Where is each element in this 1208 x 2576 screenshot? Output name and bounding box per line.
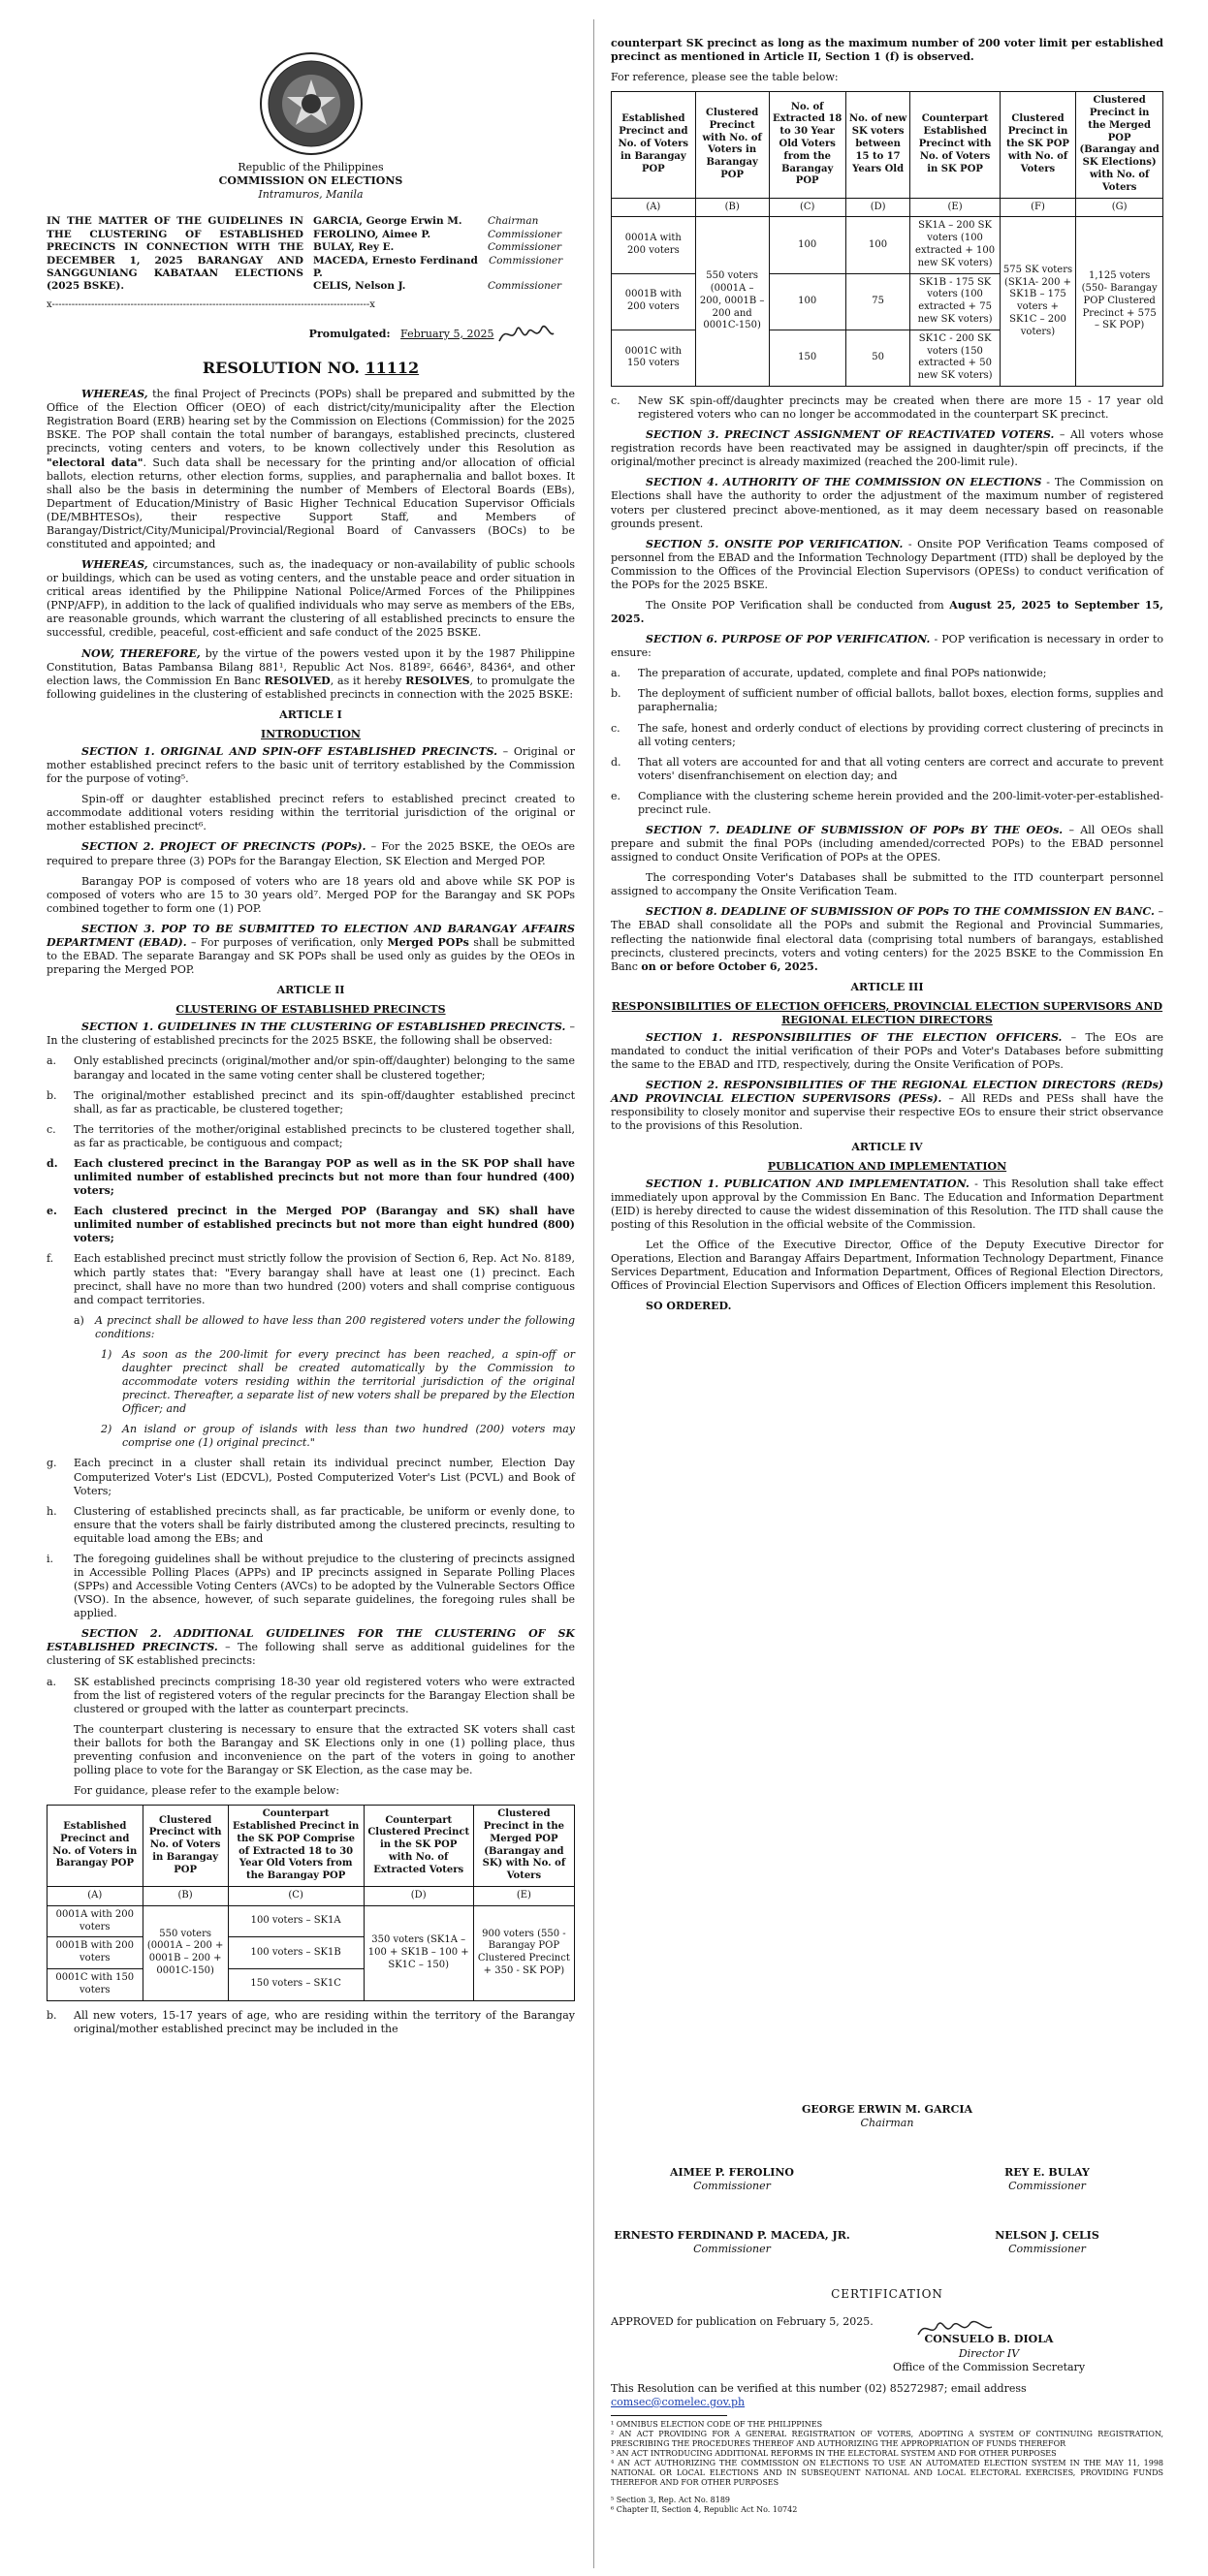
agency-name: COMMISSION ON ELECTIONS xyxy=(218,174,403,188)
commission-members xyxy=(303,215,575,294)
sub-list-item: a) A precinct shall be allowed to have less than 200 registered voters under the following conditions: xyxy=(74,1313,575,1340)
signature-scribble-icon xyxy=(497,322,556,347)
table-header: Established Precinct and No. of Voters in Barangay POP xyxy=(48,1806,143,1887)
certifier: CONSUELO B. DIOLA Director IV Office of the Commission Secretary xyxy=(814,2333,1163,2373)
member-row: MACEDA, Ernesto Ferdinand P. Commissioner xyxy=(313,254,563,279)
case-caption xyxy=(47,215,575,294)
table-cell: 0001C with 150 voters xyxy=(48,1968,143,2000)
table-cell: 0001A with 200 voters xyxy=(48,1905,143,1937)
table-cell: SK1C - 200 SK voters (150 extracted + 50 new SK voters) xyxy=(910,330,1000,386)
signature-bulay: REY E. BULAY Commissioner xyxy=(1004,2166,1090,2193)
table-cell: 75 xyxy=(845,273,910,330)
list-item: c. The territories of the mother/original established precincts to be clustered together shall, as far as practicable, be contiguous and compact; xyxy=(47,1122,575,1149)
footnote-separator xyxy=(611,2415,727,2416)
a2-section-2: SECTION 2. ADDITIONAL GUIDELINES FOR THE CLUSTERING OF SK ESTABLISHED PRECINCTS. – The following shall serve as additional guidelines for the clustering of SK established precincts: xyxy=(47,1627,575,1668)
article-1-subtitle: INTRODUCTION xyxy=(261,727,361,740)
list-item: e. Each clustered precinct in the Merged POP (Barangay and SK) shall have unlimited number of established precincts but not more than eight hundred (800) voters; xyxy=(47,1205,575,1245)
list-item: a. The preparation of accurate, updated, complete and final POPs nationwide; xyxy=(611,667,1047,680)
example-table-1 xyxy=(47,1805,575,2000)
list-item: e. Compliance with the clustering scheme herein provided and the 200-limit-voter-per-established-precinct rule. xyxy=(611,789,1163,816)
article-4-title: ARTICLE IV xyxy=(851,1140,923,1153)
article-1-title: ARTICLE I xyxy=(279,707,342,721)
list-item: h. Clustering of established precincts shall, as far practicable, be uniform or evenly done, to ensure that the voters shall be fairly distributed among the clustered precincts, resulting to equitable load among the EBs; and xyxy=(47,1504,575,1545)
a4-section-1: SECTION 1. PUBLICATION AND IMPLEMENTATION. - This Resolution shall take effect immediately upon approval by the Commission En Banc. The Education and Information Department (EID) is hereby directed to cause the widest dissemination of this Resolution. The ITD shall cause the posting of this Resolution in the official website of the Commission. xyxy=(611,1177,1163,1231)
a1-section-2: SECTION 2. PROJECT OF PRECINCTS (POPs). – For the 2025 BSKE, the OEOs are required to prepare three (3) POPs for the Barangay Election, SK Election and Merged POP. xyxy=(47,840,575,867)
signature-celis: NELSON J. CELIS Commissioner xyxy=(995,2229,1099,2256)
table-header: Clustered Precinct in the SK POP with No. of Voters xyxy=(1000,92,1076,198)
table-cell: 550 voters (0001A – 200, 0001B – 200 and 0001C-150) xyxy=(695,217,769,387)
list-item: f. Each established precinct must strictly follow the provision of Section 6, Rep. Act No. 8189, which partly states that: "Every barangay shall have at least one (1) precinct. Each precinct, shall have no more than two hundred (200) voters and shall comprise contiguous and compact territories. xyxy=(47,1252,575,1306)
signature-scribble-icon xyxy=(916,2317,994,2340)
a2-section-1: SECTION 1. GUIDELINES IN THE CLUSTERING OF ESTABLISHED PRECINCTS. – In the clustering of established precincts for the 2025 BSKE, the following shall be observed: xyxy=(47,1021,576,1048)
footnote: ⁴ AN ACT AUTHORIZING THE COMMISSION ON ELECTIONS TO USE AN AUTOMATED ELECTION SYSTEM IN THE MAY 11, 1998 NATIONAL OR LOCAL ELECTIONS AND IN SUBSEQUENT NATIONAL AND LOCAL ELECTORAL EXERCISES, PROVIDING FUNDS THEREFOR AND FOR OTHER PURPOSES xyxy=(611,2458,1163,2487)
member-row: BULAY, Rey E. Commissioner xyxy=(313,241,562,254)
table-cell: 100 xyxy=(769,273,845,330)
table-header: Clustered Precinct with No. of Voters in Barangay POP xyxy=(695,92,769,198)
footnote: ¹ OMNIBUS ELECTION CODE OF THE PHILIPPINES xyxy=(611,2419,823,2429)
table-cell: 0001B with 200 voters xyxy=(612,273,696,330)
table-cell: 50 xyxy=(845,330,910,386)
a2-section-5-p2: The Onsite POP Verification shall be conducted from August 25, 2025 to September 15, 2025. xyxy=(611,598,1163,626)
table-header: No. of new SK voters between 15 to 17 Years Old xyxy=(845,92,910,198)
member-row: FEROLINO, Aimee P. Commissioner xyxy=(313,228,562,240)
continued-text: counterpart SK precinct as long as the maximum number of 200 voter limit per established precinct as mentioned in Article II, Section 1 (f) is observed. xyxy=(611,37,1163,64)
article-4-subtitle: PUBLICATION AND IMPLEMENTATION xyxy=(767,1159,1007,1173)
list-item: g. Each precinct in a cluster shall retain its individual precinct number, Election Day Computerized Voter's List (EDCVL), Posted Computerized Voter's List (PCVL) and Book of Voters; xyxy=(47,1457,575,1497)
table-cell: (A) xyxy=(48,1886,143,1905)
a1-section-3: SECTION 3. POP TO BE SUBMITTED TO ELECTION AND BARANGAY AFFAIRS DEPARTMENT (EBAD). – For purposes of verification, only Merged POPs shall be submitted to the EBAD. The separate Barangay and SK POPs shall be used only as guides by the OEOs in preparing the Merged POP. xyxy=(47,922,576,977)
article-3-title: ARTICLE III xyxy=(850,980,924,993)
a2-section-7: SECTION 7. DEADLINE OF SUBMISSION OF POPs BY THE OEOs. – All OEOs shall prepare and submit the final POPs (including amended/corrected POPs) to the EBAD personnel assigned to conduct Onsite Verification of POPs at the OPES. xyxy=(611,824,1163,864)
sub-sub-list-item: 2) An island or group of islands with less than two hundred (200) voters may comprise one (1) original precinct." xyxy=(101,1423,575,1450)
list-item: c. New SK spin-off/daughter precincts may be created when there are more 15 - 17 year old registered voters who can no longer be accommodated in the counterpart SK precinct. xyxy=(611,393,1163,422)
matter-title: IN THE MATTER OF THE GUIDELINES IN THE CLUSTERING OF ESTABLISHED PRECINCTS IN CONNECTION WITH THE DECEMBER 1, 2025 BARANGAY AND SANGGUNIANG KABATAAN ELECTIONS (2025 BSKE). xyxy=(47,215,303,293)
table-cell: 0001C with 150 voters xyxy=(612,330,696,386)
separator-line: x-------------------------------------------------------------------------------------------------x xyxy=(47,298,375,310)
table-cell: (D) xyxy=(364,1886,473,1905)
table-cell: (F) xyxy=(1000,198,1076,217)
a1-section-2-p2: Barangay POP is composed of voters who are 18 years old and above while SK POP is composed of voters who are 15 to 30 years old⁷. Merged POP for the Barangay and SK POPs combined together to form one (1) POP. xyxy=(47,874,575,915)
table-cell: 575 SK voters (SK1A- 200 + SK1B – 175 voters + SK1C – 200 voters) xyxy=(1000,217,1076,387)
table-header: Established Precinct and No. of Voters in Barangay POP xyxy=(612,92,696,198)
table-header: Counterpart Established Precinct in the SK POP Comprise of Extracted 18 to 30 Year Old Voters from the Barangay POP xyxy=(228,1806,364,1887)
table-cell: 100 xyxy=(845,217,910,273)
city-line: Intramuros, Manila xyxy=(258,188,364,202)
a4-p2: Let the Office of the Executive Director, Office of the Deputy Executive Director for Operations, Election and Barangay Affairs Department, Information Technology Department, Finance Services Department, Education and Information Department, Offices of Regional Election Directors, Offices of Provincial Election Supervisors and Offices of Election Officers implement this Resolution. xyxy=(611,1239,1163,1293)
a2-section-7-p2: The corresponding Voter's Databases shall be submitted to the ITD counterpart personnel assigned to accompany the Onsite Verification Team. xyxy=(611,871,1163,898)
footnote: ⁵ Section 3, Rep. Act No. 8189 xyxy=(611,2495,731,2504)
table-cell: (A) xyxy=(612,198,696,217)
example-table-2 xyxy=(611,91,1163,387)
sub-sub-list-item: 1) As soon as the 200-limit for every precinct has been reached, a spin-off or daughter precinct shall be created automatically by the Commission to accommodate voters residing within the territorial jurisdiction of the original precinct. Thereafter, a separate list of new voters shall be prepared by the Election Officer; and xyxy=(101,1347,575,1416)
so-ordered: SO ORDERED. xyxy=(646,1300,732,1313)
verify-email-link[interactable]: comsec@comelec.gov.ph xyxy=(611,2395,746,2408)
table-cell: SK1B - 175 SK voters (100 extracted + 75 new SK voters) xyxy=(910,273,1000,330)
a1-section-1-p2: Spin-off or daughter established precinct refers to established precinct created to accommodate additional voters residing within the territorial jurisdiction of the original or mother established precinct⁶. xyxy=(47,793,575,833)
a3-section-1: SECTION 1. RESPONSIBILITIES OF THE ELECTION OFFICERS. – The EOs are mandated to conduct the initial verification of their POPs and Voter's Databases before submitting the same to the EBAD and ITD, respectively, during the Onsite Verification of POPs. xyxy=(611,1031,1163,1072)
table-cell: (B) xyxy=(695,198,769,217)
footnote: ³ AN ACT INTRODUCING ADDITIONAL REFORMS IN THE ELECTORAL SYSTEM AND FOR OTHER PURPOSES xyxy=(611,2448,1057,2458)
certification-title: CERTIFICATION xyxy=(831,2287,943,2301)
republic-line: Republic of the Philippines xyxy=(238,161,384,173)
article-2-subtitle: CLUSTERING OF ESTABLISHED PRECINCTS xyxy=(175,1003,446,1017)
a2-section-5: SECTION 5. ONSITE POP VERIFICATION. - Onsite POP Verification Teams composed of personnel from the EBAD and the Information Technology Department (ITD) shall be deployed by the Commission to the Offices of the Provincial Election Supervisors (OPESs) to conduct verification of the POPs for the 2025 BSKE. xyxy=(611,537,1163,591)
list-item: d. Each clustered precinct in the Barangay POP as well as in the SK POP shall have unlimited number of established precincts but not more than four hundred (400) voters; xyxy=(47,1156,575,1198)
a1-section-1: SECTION 1. ORIGINAL AND SPIN-OFF ESTABLISHED PRECINCTS. – Original or mother established precinct refers to the basic unit of territory established by the Commission for the purpose of voting⁵. xyxy=(47,745,576,786)
footnote: ⁶ Chapter II, Section 4, Republic Act No. 10742 xyxy=(611,2504,798,2514)
table-cell: (D) xyxy=(845,198,910,217)
member-row: GARCIA, George Erwin M. Chairman xyxy=(313,215,539,228)
a2-section-6: SECTION 6. PURPOSE OF POP VERIFICATION. - POP verification is necessary in order to ensure: xyxy=(611,633,1163,660)
table-cell: 350 voters (SK1A – 100 + SK1B – 100 + SK1C – 150) xyxy=(364,1905,473,2000)
table-cell: 550 voters (0001A – 200 + 0001B – 200 + 0001C-150) xyxy=(143,1905,228,2000)
article-3-subtitle: RESPONSIBILITIES OF ELECTION OFFICERS, PROVINCIAL ELECTION SUPERVISORS AND REGIONAL ELECTION DIRECTORS xyxy=(611,999,1163,1026)
signature-maceda: ERNESTO FERDINAND P. MACEDA, JR. Commissioner xyxy=(614,2229,850,2256)
right-column xyxy=(611,0,1163,2514)
whereas-1: WHEREAS, the final Project of Precincts (POPs) shall be prepared and submitted by the Office of the Election Officer (OEO) of each district/city/municipality after the Election Registration Board (ERB) hearing set by the Commission on Elections (Commission) for the 2025 BSKE. The POP shall contain the total number of barangays, established precincts, clustered precincts, voting centers and voters, to be known collectively under this Resolution as "electoral data". Such data shall be necessary for the printing and/or allocation of official ballots, election returns, other election forms, supplies, and paraphernalia and ballot boxes. It shall also be the basis in determining the number of Members of Electoral Boards (EBs), Department of Education/Ministry of Basic Higher Technical Education Supervisor Officials (DE/MBHTESOs), their respective Support Staff, and Members of Barangay/District/City/Municipal/Provincial/Regional Board of Canvassers (BOCs) to be constituted and appointed; and xyxy=(47,388,575,550)
table-cell: 100 voters – SK1A xyxy=(228,1905,364,1937)
table-cell: 100 voters – SK1B xyxy=(228,1937,364,1969)
table-header: Clustered Precinct in the Merged POP (Barangay and SK) with No. of Voters xyxy=(473,1806,574,1887)
a3-section-2: SECTION 2. RESPONSIBILITIES OF THE REGIONAL ELECTION DIRECTORS (REDs) AND PROVINCIAL ELECTION SUPERVISORS (PESs). – All REDs and PESs shall have the responsibility to closely monitor and supervise their respective EOs to ensure their strict observance to the provisions of this Resolution. xyxy=(611,1079,1163,1133)
table-cell: (C) xyxy=(228,1886,364,1905)
table-cell: 150 voters – SK1C xyxy=(228,1968,364,2000)
whereas-2: WHEREAS, circumstances, such as, the inadequacy or non-availability of public schools or buildings, which can be used as voting centers, and the unstable peace and order situation in critical areas identified by the Philippine National Police/Armed Forces of the Philippines (PNP/AFP), in addition to the lack of qualified individuals who may serve as members of the EBs, are reasonable grounds, which warrant the clustering of all established precincts to ensure the successful, credible, peaceful, cost-efficient and safe conduct of the 2025 BSKE. xyxy=(47,558,575,640)
list-item: b. All new voters, 15-17 years of age, who are residing within the territory of the Barangay original/mother established precinct may be included in the xyxy=(47,2008,575,2035)
footnote: ² AN ACT PROVIDING FOR A GENERAL REGISTRATION OF VOTERS, ADOPTING A SYSTEM OF CONTINUING REGISTRATION, PRESCRIBING THE PROCEDURES THEREOF AND AUTHORIZING THE APPROPRIATION OF FUNDS THEREFOR xyxy=(611,2429,1163,2448)
resolution-number: RESOLUTION NO. 11112 xyxy=(202,358,420,377)
table-header: Clustered Precinct with No. of Voters in Barangay POP xyxy=(143,1806,228,1887)
table-cell: 900 voters (550 - Barangay POP Clustered Precinct + 350 - SK POP) xyxy=(473,1905,574,2000)
table-cell: (B) xyxy=(143,1886,228,1905)
a2-section-4: SECTION 4. AUTHORITY OF THE COMMISSION ON ELECTIONS - The Commission on Elections shall have the authority to order the adjustment of the maximum number of registered voters per clustered precinct above-mentioned, as it may deem necessary based on reasonable grounds present. xyxy=(611,476,1163,530)
table-cell: 0001B with 200 voters xyxy=(48,1937,143,1969)
certification-block xyxy=(611,2287,1163,2515)
table-header: No. of Extracted 18 to 30 Year Old Voters from the Barangay POP xyxy=(769,92,845,198)
left-column xyxy=(47,0,575,2043)
verify-line: This Resolution can be verified at this number (02) 85272987; email address xyxy=(611,2381,1027,2395)
reference-line: For reference, please see the table below: xyxy=(611,71,839,84)
table-cell: (C) xyxy=(769,198,845,217)
a2-section-8: SECTION 8. DEADLINE OF SUBMISSION OF POPs TO THE COMMISSION EN BANC. – The EBAD shall consolidate all the POPs and submit the Regional and Provincial Summaries, reflecting the nationwide final electoral data (comprising total numbers of barangays, established precincts, clustered precincts, voters and voting centers) for the 2025 BSKE to the Commission En Banc on or before October 6, 2025. xyxy=(611,905,1163,973)
column-divider xyxy=(593,19,594,2568)
table-cell: (E) xyxy=(473,1886,574,1905)
list-item: b. The deployment of sufficient number of official ballots, ballot boxes, election forms, supplies and paraphernalia; xyxy=(611,687,1163,714)
a2-section-3: SECTION 3. PRECINCT ASSIGNMENT OF REACTIVATED VOTERS. – All voters whose registration records have been reactivated may be assigned in daughter/spin off precincts, if the original/mother precinct is already maximized (reached the 200-limit rule). xyxy=(611,428,1163,469)
list-item: d. That all voters are accounted for and that all voting centers are correct and accurate to prevent voters' disenfranchisement on election day; and xyxy=(611,755,1163,782)
certification-text: APPROVED for publication on February 5, 2025. xyxy=(611,2315,874,2329)
list-item: b. The original/mother established precinct and its spin-off/daughter established precinct shall, as far as practicable, be clustered together; xyxy=(47,1088,575,1115)
now-therefore: NOW, THEREFORE, by the virtue of the powers vested upon it by the 1987 Philippine Constitution, Batas Pambansa Bilang 881¹, Republic Act Nos. 8189², 6646³, 8436⁴, and other election laws, the Commission En Banc RESOLVED, as it hereby RESOLVES, to promulgate the following guidelines in the clustering of established precincts in connection with the 2025 BSKE: xyxy=(47,646,576,701)
table-cell: 150 xyxy=(769,330,845,386)
list-item: a. Only established precincts (original/mother and/or spin-off/daughter) belonging to the same barangay and located in the same voting center shall be clustered together; xyxy=(47,1054,575,1082)
table-header: Clustered Precinct in the Merged POP (Barangay and SK Elections) with No. of Voters xyxy=(1076,92,1163,198)
table-cell: 100 xyxy=(769,217,845,273)
table-cell: SK1A – 200 SK voters (100 extracted + 100 new SK voters) xyxy=(910,217,1000,273)
table-cell: (E) xyxy=(910,198,1000,217)
a2-section-2-p2: The counterpart clustering is necessary to ensure that the extracted SK voters shall cast their ballots for both the Barangay and SK Elections only in one (1) polling place, thus preventing confusion and inconvenience on the part of the voters in going to another polling place to vote for the Barangay or SK Election, as the case may be. xyxy=(74,1722,575,1776)
member-row: CELIS, Nelson J. Commissioner xyxy=(313,280,562,293)
list-item: i. The foregoing guidelines shall be without prejudice to the clustering of precincts assigned in Accessible Polling Places (APPs) and IP precincts assigned in Separate Polling Places (SPPs) and Accessible Voting Centers (AVCs) to be adopted by the Vulnerable Sectors Office (VSO). In the absence, however, of such separate guidelines, the foregoing rules shall be applied. xyxy=(47,1552,575,1620)
table-cell: 1,125 voters (550- Barangay POP Clustered Precinct + 575 – SK POP) xyxy=(1076,217,1163,387)
list-item: c. The safe, honest and orderly conduct of elections by providing correct clustering of precincts in all voting centers; xyxy=(611,721,1163,748)
table-header: Counterpart Established Precinct with No. of Voters in SK POP xyxy=(910,92,1000,198)
article-2-title: ARTICLE II xyxy=(276,984,345,997)
comelec-seal-icon xyxy=(258,50,365,157)
table-cell: (G) xyxy=(1076,198,1163,217)
table-cell: 0001A with 200 voters xyxy=(612,217,696,273)
signature-chair: GEORGE ERWIN M. GARCIA Chairman xyxy=(801,2103,973,2130)
signature-ferolino: AIMEE P. FEROLINO Commissioner xyxy=(670,2166,794,2193)
guidance-line: For guidance, please refer to the example below: xyxy=(74,1784,339,1798)
table-header: Counterpart Clustered Precinct in the SK POP with No. of Extracted Voters xyxy=(364,1806,473,1887)
promulgated: Promulgated: February 5, 2025 xyxy=(47,322,556,347)
list-item: a. SK established precincts comprising 18-30 year old registered voters who were extracted from the list of registered voters of the regular precincts for the Barangay Election shall be clustered or grouped with the latter as counterpart precincts. xyxy=(47,1675,575,1715)
